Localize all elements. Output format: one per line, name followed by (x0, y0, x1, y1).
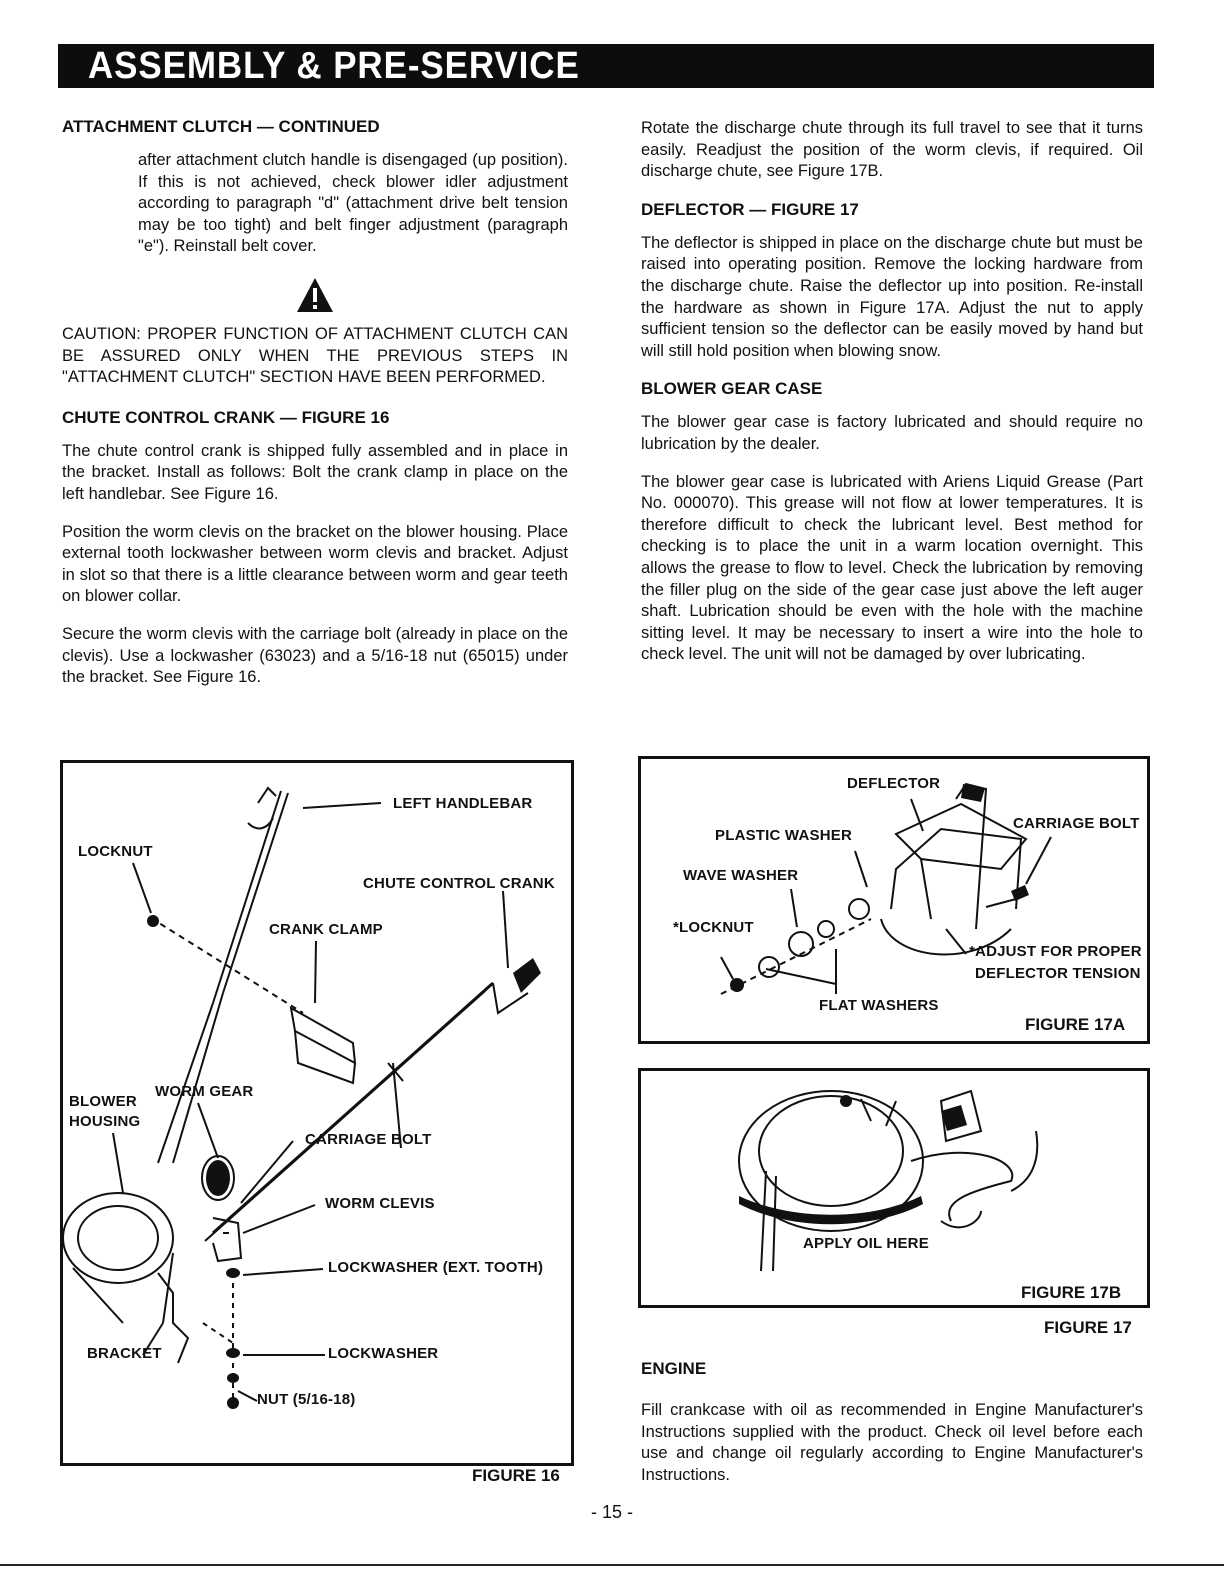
label-lockwasher: LOCKWASHER (328, 1345, 439, 1362)
paragraph: The deflector is shipped in place on the discharge chute but must be raised into operating position. Remove the locking hardware from the discharge chute. Raise the deflector up into position. Re-install the hardware as shown in Figure 17A. Adjust the nut to apply sufficient tension so the deflector can be easily moved by hand but will still hold position when blowing snow. (641, 233, 1143, 360)
figure-17a-frame (638, 756, 1150, 1044)
paragraph: The blower gear case is lubricated with Ariens Liquid Grease (Part No. 000070). This grease will not flow at lower temperatures. It is therefore difficult to check the lubricant level. Best method for checking is to place the unit in a warm location overnight. This allows the grease to flow to level. Check the lubrication by removing the filler plug on the side of the gear case just above the left auger shaft. Lubrication should be even with the hole with the machine sitting level. It may be necessary to insert a wire into the hole to check level. The unit will not be damaged by over lubricating. (641, 472, 1143, 664)
caution-text: CAUTION: PROPER FUNCTION OF ATTACHMENT CLUTCH CAN BE ASSURED ONLY WHEN THE PREVIOUS STEPS IN "ATTACHMENT CLUTCH" SECTION HAVE BEEN PERFORMED. (62, 324, 568, 387)
label-lockwasher-ext-tooth: LOCKWASHER (EXT. TOOTH) (328, 1259, 544, 1276)
label-worm-gear: WORM GEAR (155, 1083, 254, 1100)
heading-chute-control-crank: CHUTE CONTROL CRANK — FIGURE 16 (62, 407, 390, 427)
label-plastic-washer: PLASTIC WASHER (715, 827, 852, 844)
right-column (641, 118, 1143, 682)
left-column (62, 116, 568, 705)
section-banner (58, 44, 1154, 88)
label-flat-washers: FLAT WASHERS (819, 997, 939, 1014)
paragraph: Fill crankcase with oil as recommended in Engine Manufacturer's Instructions supplied with the product. Check oil level before each use and change oil regularly according to Engine Manufacturer's Instructions. (641, 1401, 1143, 1484)
paragraph: The blower gear case is factory lubricated and should require no lubrication by the dealer. (641, 413, 1143, 453)
figure-17b-caption: FIGURE 17B (1021, 1283, 1122, 1302)
label-deflector: DEFLECTOR (847, 775, 941, 792)
section-title: ASSEMBLY & PRE-SERVICE (88, 45, 580, 87)
engine-section (641, 1358, 1143, 1502)
label-left-handlebar: LEFT HANDLEBAR (393, 795, 533, 812)
label-carriage-bolt: CARRIAGE BOLT (1013, 815, 1140, 832)
label-worm-clevis: WORM CLEVIS (325, 1195, 435, 1212)
paragraph: The chute control crank is shipped fully assembled and in place in the bracket. Install as follows: Bolt the crank clamp in place on the left handlebar. See Figure 16. (62, 441, 568, 503)
footer-divider (0, 1564, 1224, 1566)
heading-deflector: DEFLECTOR — FIGURE 17 (641, 199, 859, 219)
figure-17a-caption: FIGURE 17A (1025, 1015, 1126, 1034)
label-nut: NUT (5/16-18) (257, 1391, 356, 1408)
label-wave-washer: WAVE WASHER (683, 867, 799, 884)
figure-16-caption: FIGURE 16 (472, 1466, 560, 1485)
label-adjust-line1: *ADJUST FOR PROPER (969, 943, 1142, 960)
heading-engine: ENGINE (641, 1359, 707, 1378)
paragraph: Rotate the discharge chute through its full travel to see that it turns easily. Readjust the position of the worm clevis, if required. Oil discharge chute, see Figure 17B. (641, 119, 1143, 181)
figure-17b-diagram (641, 1071, 1147, 1305)
label-blower: BLOWER (69, 1093, 137, 1110)
label-adjust-line2: DEFLECTOR TENSION (975, 965, 1141, 982)
paragraph: Secure the worm clevis with the carriage bolt (already in place on the clevis). Use a lockwasher (63023) and a 5/16-18 nut (65015) under the bracket. See Figure 16. (62, 624, 568, 687)
label-locknut: *LOCKNUT (673, 919, 754, 936)
label-crank-clamp: CRANK CLAMP (269, 921, 383, 938)
page-number: - 15 - (590, 1502, 633, 1522)
paragraph: after attachment clutch handle is disengaged (up position). If this is not achieved, check blower idler adjustment according to paragraph "d" (attachment drive belt tension may be too tight) and belt finger adjustment (paragraph "e"). Reinstall belt cover. (138, 151, 568, 256)
paragraph: Position the worm clevis on the bracket on the blower housing. Place external tooth lockwasher between worm clevis and bracket. Adjust in slot so that there is a little clearance between worm and gear teeth on blower collar. (62, 522, 568, 606)
figure-16-frame (60, 760, 574, 1466)
label-chute-control-crank: CHUTE CONTROL CRANK (363, 875, 555, 892)
figure-17b-frame (638, 1068, 1150, 1308)
label-carriage-bolt: CARRIAGE BOLT (305, 1131, 432, 1148)
warning-icon (295, 276, 335, 314)
label-apply-oil: APPLY OIL HERE (803, 1235, 929, 1252)
label-locknut: LOCKNUT (78, 843, 153, 860)
label-bracket: BRACKET (87, 1345, 162, 1362)
label-housing: HOUSING (69, 1113, 141, 1130)
heading-blower-gear-case: BLOWER GEAR CASE (641, 379, 823, 399)
figure-17-caption: FIGURE 17 (1044, 1318, 1132, 1337)
heading-attachment-clutch: ATTACHMENT CLUTCH — CONTINUED (62, 117, 380, 136)
